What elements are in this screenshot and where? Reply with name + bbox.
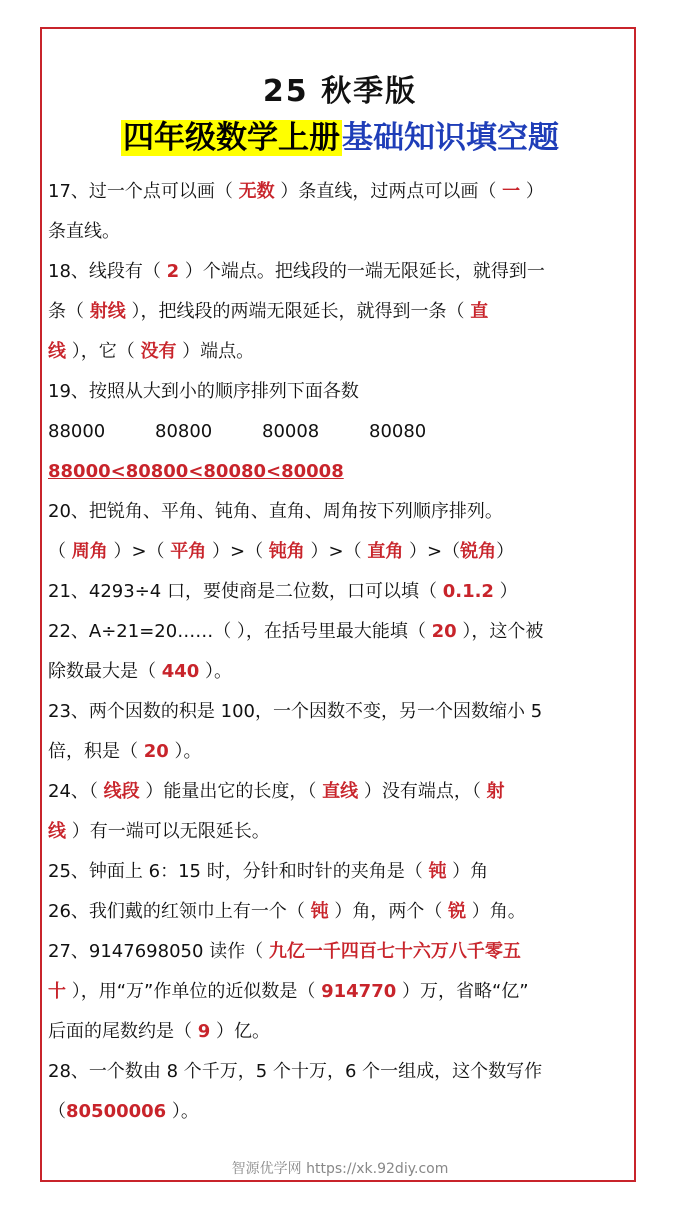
q20-answer-4: 直角	[367, 541, 404, 562]
q24-line1	[48, 780, 638, 804]
q26-text-b: ）角，两个（	[328, 901, 449, 922]
q27-line1	[48, 940, 638, 964]
q20-answer-5: 锐角	[460, 541, 497, 562]
q19-text-a: 19、按照从大到小的顺序排列下面各数	[48, 381, 359, 402]
q25-line1	[48, 860, 638, 884]
q24-text-a: 24、（	[48, 781, 104, 802]
q28-answer: 80500006	[66, 1101, 167, 1122]
q17-line2	[48, 220, 638, 244]
q19-answer: 88000<80800<80080<80008	[48, 461, 344, 482]
q18-line3	[48, 340, 638, 364]
q17-text-b: ）条直线，过两点可以画（	[274, 181, 503, 202]
q22-answer-1: 20	[431, 621, 457, 642]
q27-text-a: 27、9147698050 读作（	[48, 941, 269, 962]
q19-number: 80008	[262, 421, 320, 442]
q20-paren: ）>（	[107, 541, 171, 562]
q24-answer-2: 直线	[322, 781, 359, 802]
q27-answer-1a: 九亿一千四百七十六万八千零五	[268, 941, 521, 962]
q20-answer-3: 钝角	[268, 541, 305, 562]
q18-answer-3b: 线	[48, 341, 66, 362]
q18-text-f: ）端点。	[176, 341, 255, 362]
q19-number: 80800	[155, 421, 213, 442]
q27-answer-3: 9	[197, 1021, 211, 1042]
q18-answer-1: 2	[166, 261, 180, 282]
q27-answer-1b: 十	[48, 981, 66, 1002]
q24-text-b: ）能量出它的长度，（	[139, 781, 323, 802]
q17-text-a: 17、过一个点可以画（	[48, 181, 239, 202]
q20-paren: ）>（	[403, 541, 461, 562]
q20-paren: ）>（	[206, 541, 269, 562]
q24-answer-1: 线段	[103, 781, 140, 802]
q27-line3	[48, 1020, 638, 1044]
q20-paren: （	[48, 541, 72, 562]
q18-text-c: 条（	[48, 301, 90, 322]
q17-text-c: ）	[520, 181, 544, 202]
q25-text-b: ）角	[446, 861, 489, 882]
q22-line1	[48, 620, 638, 644]
q23-line1	[48, 700, 638, 724]
q17-answer-1: 无数	[238, 181, 275, 202]
q26-line1	[48, 900, 638, 924]
q18-answer-3a: 直	[470, 301, 489, 322]
q27-text-e: ）亿。	[210, 1021, 270, 1042]
q27-text-c: ）万，省略“亿”	[396, 981, 529, 1002]
q22-line2	[48, 660, 638, 684]
q23-text-c: ）。	[168, 741, 202, 762]
q26-answer-1: 钝	[310, 901, 329, 922]
q26-text-c: ）角。	[466, 901, 526, 922]
q18-line2	[48, 300, 638, 324]
q28-text-b: （	[48, 1101, 66, 1122]
q21-text-a: 21、4293÷4 口，要使商是二位数，口可以填（	[48, 581, 443, 602]
q22-text-d: ）。	[199, 661, 233, 682]
q19-answer-line	[48, 460, 638, 484]
q24-line2	[48, 820, 638, 844]
q19-line1	[48, 380, 638, 404]
q20-paren: ）	[496, 541, 515, 562]
q23-line2	[48, 740, 638, 764]
q24-text-d: ）有一端可以无限延长。	[66, 821, 270, 842]
q20-paren: ）>（	[304, 541, 368, 562]
q19-numbers	[48, 420, 638, 444]
title-blue: 基础知识填空题	[342, 120, 559, 156]
q26-text-a: 26、我们戴的红领巾上有一个（	[48, 901, 311, 922]
q18-answer-2: 射线	[89, 301, 126, 322]
q28-line2	[48, 1100, 638, 1124]
q17-text-d: 条直线。	[48, 221, 120, 242]
q20-line1	[48, 500, 638, 524]
q18-line1	[48, 260, 638, 284]
q27-text-d: 后面的尾数约是（	[48, 1021, 198, 1042]
q23-text-a: 23、两个因数的积是 100，一个因数不变，另一个因数缩小 5	[48, 701, 543, 722]
q17-line1	[48, 180, 638, 204]
title-highlight: 四年级数学上册	[123, 120, 340, 156]
footer-watermark[interactable]: 智源优学网 https://xk.92diy.com	[231, 1161, 449, 1177]
q25-answer: 钝	[428, 861, 447, 882]
q28-line1	[48, 1060, 638, 1084]
q19-number: 80080	[369, 421, 427, 442]
q18-text-a: 18、线段有（	[48, 261, 167, 282]
q19-number: 88000	[48, 421, 106, 442]
q22-answer-2: 440	[161, 661, 200, 682]
q22-text-c: 除数最大是（	[48, 661, 162, 682]
q27-answer-2: 914770	[321, 981, 397, 1002]
q28-text-c: ）。	[166, 1101, 199, 1122]
q18-text-e: ），它（	[66, 341, 141, 362]
q18-text-d: ），把线段的两端无限延长，就得到一条（	[125, 301, 471, 322]
q20-answer-2: 平角	[170, 541, 207, 562]
q28-text-a: 28、一个数由 8 个千万，5 个十万，6 个一组成，这个数写作	[48, 1061, 543, 1082]
title-edition: 25 秋季版	[262, 74, 418, 109]
q22-text-b: ），这个被	[456, 621, 544, 642]
q20-answer-1: 周角	[71, 541, 108, 562]
q27-line2	[48, 980, 638, 1004]
q22-text-a: 22、A÷21=20……（ ），在括号里最大能填（	[48, 621, 432, 642]
q23-text-b: 倍，积是（	[48, 741, 144, 762]
q20-text-a: 20、把锐角、平角、钝角、直角、周角按下列顺序排列。	[48, 501, 503, 522]
q21-text-b: ）	[493, 581, 518, 602]
q26-answer-2: 锐	[448, 901, 467, 922]
q18-answer-4: 没有	[140, 341, 177, 362]
q21-answer: 0.1.2	[442, 581, 494, 602]
q21-line1	[48, 580, 638, 604]
q24-answer-3b: 线	[48, 821, 66, 842]
q25-text-a: 25、钟面上 6：15 时，分针和时针的夹角是（	[48, 861, 429, 882]
q20-line2	[48, 540, 638, 564]
q24-answer-3a: 射	[486, 781, 505, 802]
q17-answer-2: 一	[502, 181, 521, 202]
q24-text-c: ）没有端点，（	[358, 781, 487, 802]
q18-text-b: ）个端点。把线段的一端无限延长，就得到一	[179, 261, 545, 282]
q23-answer: 20	[143, 741, 169, 762]
q27-text-b: ），用“万”作单位的近似数是（	[66, 981, 322, 1002]
title-main	[0, 112, 680, 157]
